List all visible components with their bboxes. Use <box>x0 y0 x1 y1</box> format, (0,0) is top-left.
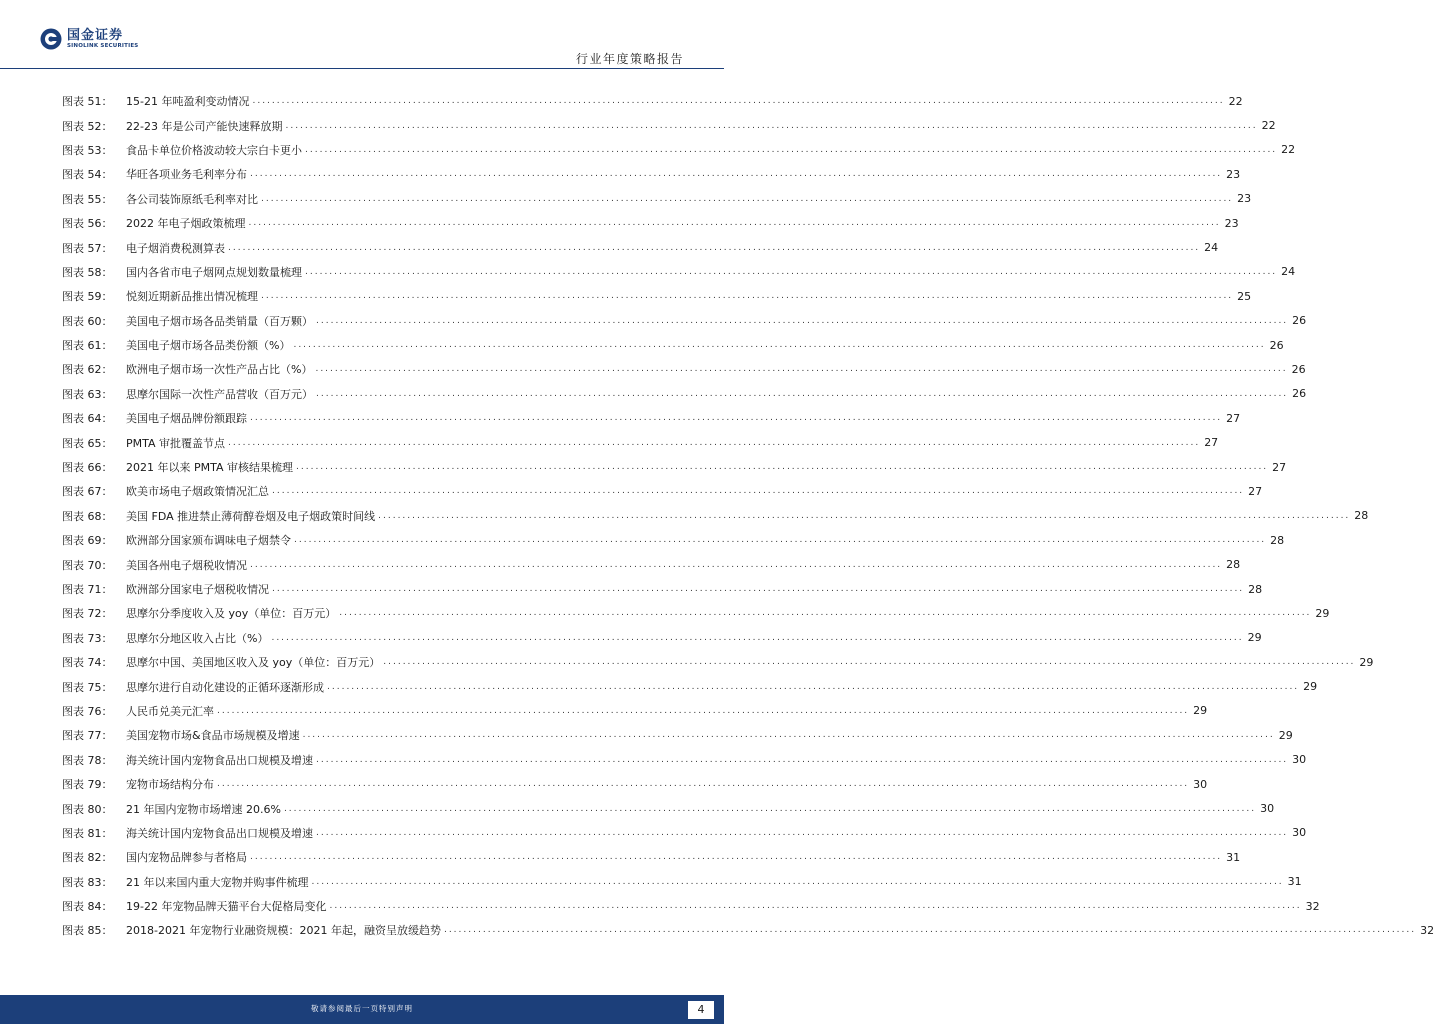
toc-entry[interactable] <box>62 748 1307 772</box>
toc-entry-page: 28 <box>1226 558 1241 572</box>
toc-entry[interactable] <box>62 333 1284 357</box>
toc-entry-page: 26 <box>1269 338 1284 352</box>
toc-entry[interactable] <box>62 796 1275 820</box>
toc-entry-label: 图表 77： <box>62 729 113 743</box>
toc-entry[interactable] <box>62 479 1263 503</box>
toc-dot-leader: ........................................................................................................................................................................................................ <box>261 193 1234 204</box>
toc-entry-page: 32 <box>1420 923 1434 937</box>
toc-entry-label: 图表 53： <box>62 143 113 157</box>
toc-entry-page: 23 <box>1226 167 1241 181</box>
header-divider <box>0 68 724 69</box>
toc-entry-label: 图表 62： <box>62 363 113 377</box>
toc-dot-leader: ........................................................................................................................................................................................................ <box>271 632 1244 643</box>
toc-entry[interactable] <box>62 260 1296 284</box>
toc-entry-page: 27 <box>1248 484 1263 498</box>
toc-entry[interactable] <box>62 650 1374 674</box>
toc-entry-title: 华旺各项业务毛利率分布 <box>126 168 247 182</box>
toc-entry-page: 28 <box>1354 509 1369 523</box>
toc-entry-label: 图表 58： <box>62 265 113 279</box>
toc-dot-leader: ........................................................................................................................................................................................................ <box>285 120 1258 131</box>
footer-disclaimer: 敬请参阅最后一页特别声明 <box>311 1004 413 1013</box>
toc-entry[interactable] <box>62 430 1219 454</box>
toc-entry[interactable] <box>62 918 1434 942</box>
toc-entry-title: 思摩尔分地区收入占比（%） <box>126 631 269 645</box>
toc-entry-page: 30 <box>1193 777 1208 791</box>
toc-entry[interactable] <box>62 187 1252 211</box>
toc-entry[interactable] <box>62 406 1241 430</box>
toc-entry[interactable] <box>62 504 1369 528</box>
toc-dot-leader: ........................................................................................................................................................................................................ <box>316 388 1289 399</box>
toc-dot-leader: ........................................................................................................................................................................................................ <box>315 364 1288 375</box>
toc-entry-label: 图表 60： <box>62 314 113 328</box>
logo-name-cn: 国金证券 <box>67 27 124 43</box>
toc-entry[interactable] <box>62 577 1263 601</box>
toc-dot-leader: ........................................................................................................................................................................................................ <box>443 925 1417 936</box>
toc-entry[interactable] <box>62 674 1318 698</box>
toc-entry-page: 29 <box>1303 680 1318 694</box>
toc-entry-title: 美国各州电子烟税收情况 <box>126 558 247 572</box>
logo-name-en: SINOLINK SECURITIES <box>67 42 139 49</box>
toc-entry-page: 22 <box>1281 143 1296 157</box>
toc-entry-title: 悦刻近期新品推出情况梳理 <box>126 290 258 304</box>
toc-dot-leader: ........................................................................................................................................................................................................ <box>327 681 1300 692</box>
toc-entry-page: 31 <box>1226 850 1241 864</box>
toc-entry-page: 27 <box>1204 436 1219 450</box>
toc-entry-page: 29 <box>1359 655 1374 669</box>
toc-entry-label: 图表 73： <box>62 631 113 645</box>
toc-entry[interactable] <box>62 626 1262 650</box>
figure-index-list <box>62 89 1434 943</box>
toc-entry[interactable] <box>62 894 1320 918</box>
toc-entry-title: 人民币兑美元汇率 <box>126 704 214 718</box>
toc-dot-leader: ........................................................................................................................................................................................................ <box>252 96 1225 107</box>
toc-entry-page: 26 <box>1291 362 1306 376</box>
toc-entry-label: 图表 55： <box>62 192 113 206</box>
toc-entry-page: 23 <box>1237 192 1252 206</box>
toc-entry-page: 26 <box>1292 387 1307 401</box>
toc-dot-leader: ........................................................................................................................................................................................................ <box>305 144 1278 155</box>
toc-entry-page: 31 <box>1287 875 1302 889</box>
toc-entry-label: 图表 56： <box>62 217 113 231</box>
toc-entry-label: 图表 74： <box>62 656 113 670</box>
toc-dot-leader: ........................................................................................................................................................................................................ <box>329 901 1302 912</box>
toc-entry-title: 国内宠物品牌参与者格局 <box>126 851 247 865</box>
page-footer <box>0 995 724 1024</box>
toc-entry-title: 美国电子烟市场各品类份额（%） <box>126 339 291 353</box>
toc-entry-page: 30 <box>1292 753 1307 767</box>
toc-entry-page: 32 <box>1305 899 1320 913</box>
toc-entry-label: 图表 64： <box>62 412 113 426</box>
toc-entry[interactable] <box>62 138 1296 162</box>
toc-dot-leader: ........................................................................................................................................................................................................ <box>294 535 1267 546</box>
toc-dot-leader: ........................................................................................................................................................................................................ <box>250 559 1223 570</box>
toc-entry-label: 图表 54： <box>62 168 113 182</box>
toc-entry-label: 图表 68： <box>62 509 113 523</box>
sinolink-logo-icon <box>40 28 62 50</box>
toc-dot-leader: ........................................................................................................................................................................................................ <box>283 803 1257 814</box>
toc-entry-title: 思摩尔分季度收入及 yoy（单位：百万元） <box>126 607 337 621</box>
toc-entry[interactable] <box>62 528 1285 552</box>
toc-entry[interactable] <box>62 601 1330 625</box>
toc-entry-label: 图表 57： <box>62 241 113 255</box>
toc-entry[interactable] <box>62 309 1307 333</box>
toc-entry-title: 22-23 年是公司产能快速释放期 <box>126 119 283 133</box>
toc-dot-leader: ........................................................................................................................................................................................................ <box>250 169 1223 180</box>
toc-dot-leader: ........................................................................................................................................................................................................ <box>250 413 1223 424</box>
toc-dot-leader: ........................................................................................................................................................................................................ <box>248 218 1221 229</box>
toc-entry[interactable] <box>62 845 1241 869</box>
toc-entry-title: 15-21 年吨盈利变动情况 <box>126 95 250 109</box>
toc-dot-leader: ........................................................................................................................................................................................................ <box>250 852 1223 863</box>
toc-entry-page: 24 <box>1281 265 1296 279</box>
toc-entry-page: 28 <box>1248 582 1263 596</box>
toc-dot-leader: ........................................................................................................................................................................................................ <box>261 291 1234 302</box>
toc-entry[interactable] <box>62 113 1276 137</box>
toc-entry-label: 图表 85： <box>62 924 113 938</box>
toc-entry-title: 欧洲部分国家电子烟税收情况 <box>126 583 269 596</box>
toc-entry-title: 21 年国内宠物市场增速 20.6% <box>126 802 281 816</box>
company-logo <box>40 28 138 50</box>
toc-dot-leader: ........................................................................................................................................................................................................ <box>228 437 1201 448</box>
toc-entry-label: 图表 67： <box>62 485 113 499</box>
toc-entry-page: 27 <box>1226 411 1241 425</box>
toc-entry-page: 22 <box>1261 119 1276 133</box>
toc-entry-page: 23 <box>1224 216 1239 230</box>
toc-entry-title: 海关统计国内宠物食品出口规模及增速 <box>126 753 313 767</box>
toc-entry-title: 食品卡单位价格波动较大宗白卡更小 <box>126 143 302 157</box>
toc-entry-label: 图表 78： <box>62 753 113 767</box>
toc-entry-title: 美国宠物市场&食品市场规模及增速 <box>126 729 300 743</box>
toc-entry-label: 图表 66： <box>62 461 113 475</box>
toc-entry-title: 欧洲电子烟市场一次性产品占比（%） <box>126 363 313 377</box>
toc-entry-label: 图表 83： <box>62 875 113 889</box>
toc-entry-label: 图表 51： <box>62 95 113 109</box>
toc-entry-label: 图表 80： <box>62 802 113 816</box>
toc-dot-leader: ........................................................................................................................................................................................................ <box>302 730 1275 741</box>
toc-entry-label: 图表 70： <box>62 558 113 572</box>
toc-entry-title: 2018-2021 年宠物行业融资规模：2021 年起，融资呈放缓趋势 <box>126 924 441 938</box>
toc-entry[interactable] <box>62 821 1307 845</box>
toc-entry[interactable] <box>62 699 1208 723</box>
toc-entry-page: 30 <box>1292 826 1307 840</box>
toc-entry-title: 欧洲部分国家颁布调味电子烟禁令 <box>126 534 291 548</box>
toc-entry-label: 图表 61： <box>62 339 113 353</box>
toc-dot-leader: ........................................................................................................................................................................................................ <box>272 584 1245 594</box>
toc-dot-leader: ........................................................................................................................................................................................................ <box>339 608 1312 619</box>
toc-entry-page: 24 <box>1204 241 1219 255</box>
toc-entry-title: 思摩尔中国、美国地区收入及 yoy（单位：百万元） <box>126 656 381 670</box>
page-number: 4 <box>688 1001 714 1019</box>
toc-entry-label: 图表 76： <box>62 704 113 718</box>
toc-entry[interactable] <box>62 455 1287 479</box>
toc-entry-page: 29 <box>1247 631 1262 645</box>
toc-dot-leader: ........................................................................................................................................................................................................ <box>383 657 1356 668</box>
toc-dot-leader: ........................................................................................................................................................................................................ <box>272 486 1245 497</box>
toc-dot-leader: ........................................................................................................................................................................................................ <box>228 242 1201 253</box>
toc-entry[interactable] <box>62 382 1307 406</box>
toc-entry-title: 宠物市场结构分布 <box>126 778 214 792</box>
toc-entry-page: 25 <box>1237 289 1252 303</box>
toc-entry[interactable] <box>62 357 1306 381</box>
toc-entry-title: 国内各省市电子烟网点规划数量梳理 <box>126 265 302 279</box>
toc-entry-title: 思摩尔进行自动化建设的正循环逐渐形成 <box>126 680 324 694</box>
toc-dot-leader: ........................................................................................................................................................................................................ <box>305 266 1278 277</box>
toc-entry-label: 图表 52： <box>62 119 113 133</box>
toc-entry[interactable] <box>62 284 1252 308</box>
toc-entry-title: 21 年以来国内重大宠物并购事件梳理 <box>126 875 309 889</box>
toc-dot-leader: ........................................................................................................................................................................................................ <box>316 754 1289 765</box>
toc-entry[interactable] <box>62 870 1302 894</box>
toc-entry-page: 22 <box>1228 94 1243 108</box>
toc-entry-label: 图表 63： <box>62 387 113 401</box>
toc-entry-label: 图表 65： <box>62 436 113 450</box>
toc-entry-title: 19-22 年宠物品牌天猫平台大促格局变化 <box>126 900 327 914</box>
page-header <box>0 0 724 72</box>
toc-entry-label: 图表 81： <box>62 826 113 840</box>
toc-entry-page: 28 <box>1270 533 1285 547</box>
toc-dot-leader: ........................................................................................................................................................................................................ <box>316 827 1289 838</box>
toc-entry-title: 美国电子烟品牌份额跟踪 <box>126 412 247 426</box>
toc-entry-page: 29 <box>1193 704 1208 718</box>
toc-entry-title: 电子烟消费税测算表 <box>126 241 225 255</box>
toc-entry[interactable] <box>62 772 1208 796</box>
toc-entry-page: 30 <box>1260 802 1275 816</box>
toc-entry-label: 图表 82： <box>62 851 113 865</box>
toc-entry-title: 美国 FDA 推进禁止薄荷醇卷烟及电子烟政策时间线 <box>126 509 376 523</box>
toc-entry[interactable] <box>62 552 1241 576</box>
toc-entry-label: 图表 59： <box>62 290 113 304</box>
toc-entry-page: 26 <box>1292 314 1307 328</box>
toc-entry[interactable] <box>62 235 1219 259</box>
toc-entry-title: 思摩尔国际一次性产品营收（百万元） <box>126 387 313 401</box>
toc-entry[interactable] <box>62 211 1239 235</box>
toc-dot-leader: ........................................................................................................................................................................................................ <box>217 779 1190 790</box>
toc-entry-page: 27 <box>1272 460 1287 474</box>
toc-entry[interactable] <box>62 162 1241 186</box>
report-type: 行业年度策略报告 <box>575 52 684 66</box>
toc-entry-page: 29 <box>1315 606 1330 620</box>
toc-entry-title: 海关统计国内宠物食品出口规模及增速 <box>126 826 313 840</box>
toc-entry-label: 图表 72： <box>62 607 113 621</box>
toc-entry-label: 图表 84： <box>62 900 113 914</box>
toc-entry-title: 欧美市场电子烟政策情况汇总 <box>126 485 269 499</box>
toc-dot-leader: ........................................................................................................................................................................................................ <box>316 315 1289 326</box>
toc-entry-page: 29 <box>1278 728 1293 742</box>
toc-dot-leader: ........................................................................................................................................................................................................ <box>378 510 1351 521</box>
toc-entry[interactable] <box>62 723 1293 747</box>
toc-dot-leader: ........................................................................................................................................................................................................ <box>217 705 1190 716</box>
toc-entry-title: 2022 年电子烟政策梳理 <box>126 217 246 231</box>
toc-entry-title: 各公司装饰原纸毛利率对比 <box>126 192 258 206</box>
toc-dot-leader: ........................................................................................................................................................................................................ <box>296 462 1269 473</box>
toc-entry-label: 图表 71： <box>62 583 113 596</box>
toc-dot-leader: ........................................................................................................................................................................................................ <box>293 340 1266 351</box>
toc-entry-title: 美国电子烟市场各品类销量（百万颗） <box>126 314 313 328</box>
toc-entry-label: 图表 75： <box>62 680 113 694</box>
toc-entry-title: PMTA 审批覆盖节点 <box>126 436 226 450</box>
toc-dot-leader: ........................................................................................................................................................................................................ <box>311 876 1284 887</box>
toc-entry-title: 2021 年以来 PMTA 审核结果梳理 <box>126 461 293 475</box>
toc-entry-label: 图表 79： <box>62 778 113 792</box>
toc-entry-label: 图表 69： <box>62 534 113 548</box>
toc-entry[interactable] <box>62 89 1243 113</box>
